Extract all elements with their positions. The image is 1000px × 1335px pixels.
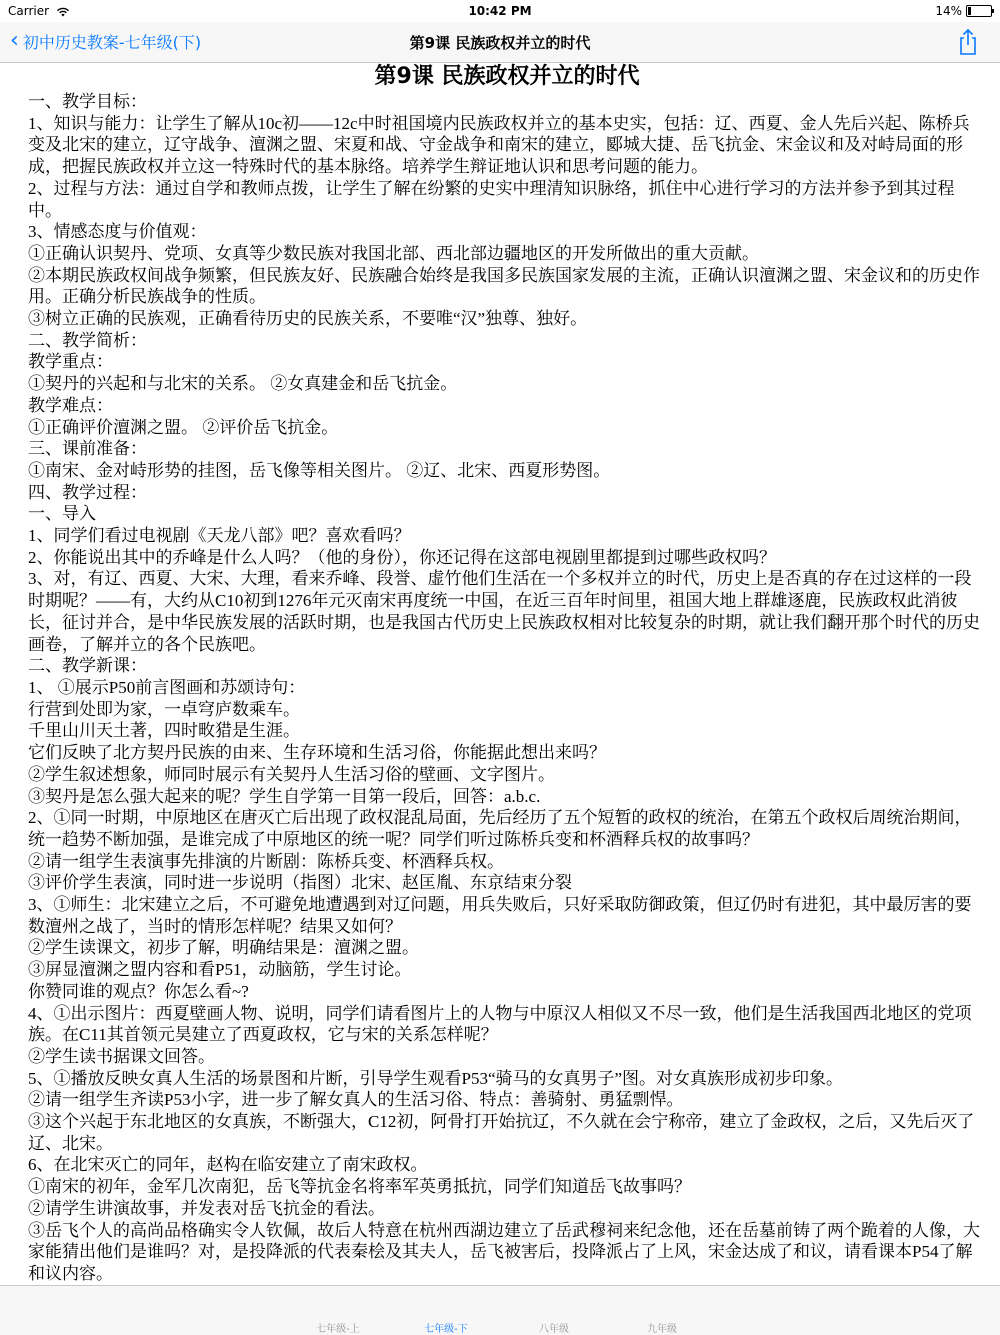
document-paragraph: ②学生叙述想象，师同时展示有关契丹人生活习俗的壁画、文字图片。 [28,764,555,784]
document-paragraph: ②请一组学生表演事先排演的片断剧：陈桥兵变、杯酒释兵权。 [28,851,504,871]
document-paragraph: 4、①出示图片：西夏壁画人物、说明，同学们请看图片上的人物与中原汉人相似又不尽一致，他们是生活我国西北地区的党项族。在C11其首领元昊建立了西夏政权，它与宋的关系怎样呢？ [28,1003,972,1045]
tab-item[interactable]: 八年级 [539,1324,569,1335]
document-paragraph: 教学重点： [28,352,113,372]
document-paragraph: 3、①师生：北宋建立之后，不可避免地遭遇到对辽问题，用兵失败后，只好采取防御政策，但辽仍时有进犯，其中最厉害的要数澶州之战了，当时的情形怎样呢？结果又如何？ [28,895,972,936]
battery-fill [968,7,971,15]
document-paragraph: 千里山川天土著，四时畋猎是生涯。 [28,721,300,741]
document-paragraph: 1、 ①展示P50前言图画和苏颂诗句： [28,677,306,697]
document-paragraph: 你赞同谁的观点？你怎么看~? [28,981,249,1001]
document-paragraph: ①南宋、金对峙形势的挂图，岳飞像等相关图片。 ②辽、北宋、西夏形势图。 [28,460,611,480]
document-title: 第9课 民族政权并立的时代 [374,64,640,89]
document-paragraph: 2、①同一时期，中原地区在唐灭亡后出现了政权混乱局面，先后经历了五个短暂的政权的统治，在第五个政权后周统治期间，统一趋势不断加强，是谁完成了中原地区的统一呢？同学们听过陈桥兵变和杯酒释兵权的故事吗？ [28,808,972,849]
document-paragraph: 3、对，有辽、西夏、大宋、大理，看来乔峰、段誉、虚竹他们生活在一个多权并立的时代，历史上是否真的存在过这样的一段时期呢？——有，大约从C10初到1276年元灭南宋再度统一中国，在近三百年时间里，祖国大地上群雄逐鹿，民族政权此消彼长，征讨并合，是中华民族发展的活跃时期，也是我国古代历史上民族政权相对比较复杂的时期，就让我们翻开那个时代的历史画卷，了解并立的各个民族吧。 [28,569,980,654]
document-body [28,91,986,1285]
status-time: 10:42 PM [468,4,532,18]
document-paragraph: 二、教学新课： [28,656,147,676]
document-paragraph: 1、知识与能力：让学生了解从10c初——12c中时祖国境内民族政权并立的基本史实，包括：辽、西夏、金人先后兴起、陈桥兵变及北宋的建立，辽守战争、澶渊之盟、宋夏和战、守金战争和南宋的建立，郾城大捷、岳飞抗金、宋金议和及对峙局面的形成，把握民族政权并立这一特殊时代的基本脉络。培养学生辩证地认识和思考问题的能力。 [28,113,970,177]
document-paragraph: 3、情感态度与价值观： [28,222,207,242]
document-paragraph: ③这个兴起于东北地区的女真族，不断强大，C12初，阿骨打开始抗辽，不久就在会宁称帝，建立了金政权，之后，又先后灭了辽、北宋。 [28,1112,975,1153]
document-paragraph: ③屏显澶渊之盟内容和看P51，动脑筋，学生讨论。 [28,960,412,980]
document-paragraph: 行营到处即为家，一卓穹庐数乘车。 [28,699,300,719]
document-paragraph: 教学难点： [28,395,113,415]
share-icon[interactable] [956,28,980,56]
battery-percent: 14% [935,4,962,18]
document-paragraph: 四、教学过程： [28,482,147,502]
status-bar [0,0,1000,22]
document-paragraph: 三、课前准备： [28,439,147,459]
document-paragraph: ①契丹的兴起和与北宋的关系。 ②女真建金和岳飞抗金。 [28,374,458,394]
document-paragraph: ③契丹是怎么强大起来的呢？学生自学第一目第一段后，回答：a.b.c. [28,786,541,806]
document-paragraph: ②请一组学生齐读P53小字，进一步了解女真人的生活习俗、特点：善骑射、勇猛剽悍。 [28,1090,684,1110]
document-paragraph: ②学生读书据课文回答。 [28,1046,215,1066]
navigation-bar [0,22,1000,63]
chevron-left-icon: ‹ [10,27,19,53]
carrier-label: Carrier [8,4,50,18]
document-paragraph: ①正确评价澶渊之盟。 ②评价岳飞抗金。 [28,417,339,437]
document-paragraph: ②学生读课文，初步了解，明确结果是：澶渊之盟。 [28,938,419,958]
document-paragraph: 6、在北宋灭亡的同年，赵构在临安建立了南宋政权。 [28,1155,428,1175]
document-paragraph: ①正确认识契丹、党项、女真等少数民族对我国北部、西北部边疆地区的开发所做出的重大贡献。 [28,243,759,263]
document-content[interactable] [0,63,1000,1285]
tab-item[interactable]: 七年级-上 [316,1324,360,1335]
document-paragraph: ③树立正确的民族观，正确看待历史的民族关系，不要唯“汉”独尊、独好。 [28,309,588,329]
document-paragraph: 2、过程与方法：通过自学和教师点拨，让学生了解在纷繁的史实中理清知识脉络，抓住中心进行学习的方法并参予到其过程中。 [28,178,955,220]
back-button-label: 初中历史教案-七年级(下) [22,33,202,52]
document-paragraph: 它们反映了北方契丹民族的由来、生存环境和生活习俗，你能据此想出来吗？ [28,743,606,763]
document-paragraph: 1、同学们看过电视剧《天龙八部》吧？喜欢看吗？ [28,526,411,546]
document-paragraph: ②请学生讲演故事，并发表对岳飞抗金的看法。 [28,1198,385,1218]
document-paragraph: ①南宋的初年，金军几次南犯，岳飞等抗金名将率军英勇抵抗，同学们知道岳飞故事吗？ [28,1177,691,1197]
document-paragraph: ③岳飞个人的高尚品格确实令人钦佩，故后人特意在杭州西湖边建立了岳武穆祠来纪念他，还在岳墓前铸了两个跪着的人像，大家能猜出他们是谁吗？对，是投降派的代表秦桧及其夫人，岳飞被害后，投降派占了上风，宋金达成了和议，请看课本P54了解和议内容。 [28,1220,980,1283]
document-paragraph: 二、教学简析： [28,330,147,350]
document-paragraph: ②本期民族政权间战争频繁，但民族友好、民族融合始终是我国多民族国家发展的主流，正确认识澶渊之盟、宋金议和的历史作用。正确分析民族战争的性质。 [28,265,980,307]
tab-bar [0,1285,1000,1335]
document-paragraph: 2、你能说出其中的乔峰是什么人吗？（他的身份），你还记得在这部电视剧里都提到过哪些政权吗？ [28,547,776,567]
document-paragraph: ③评价学生表演，同时进一步说明（指图）北宋、赵匡胤、东京结束分裂 [28,873,572,893]
tab-item[interactable]: 九年级 [647,1324,677,1335]
battery-icon [966,5,992,17]
tab-item[interactable]: 七年级-下 [424,1324,468,1335]
document-paragraph: 一、导入 [28,504,96,524]
document-paragraph: 一、教学目标： [28,92,147,111]
battery-group [935,4,992,18]
document-paragraph: 5、①播放反映女真人生活的场景图和片断，引导学生观看P53“骑马的女真男子”图。对女真族形成初步印象。 [28,1068,844,1088]
nav-title: 第9课 民族政权并立的时代 [409,34,591,52]
